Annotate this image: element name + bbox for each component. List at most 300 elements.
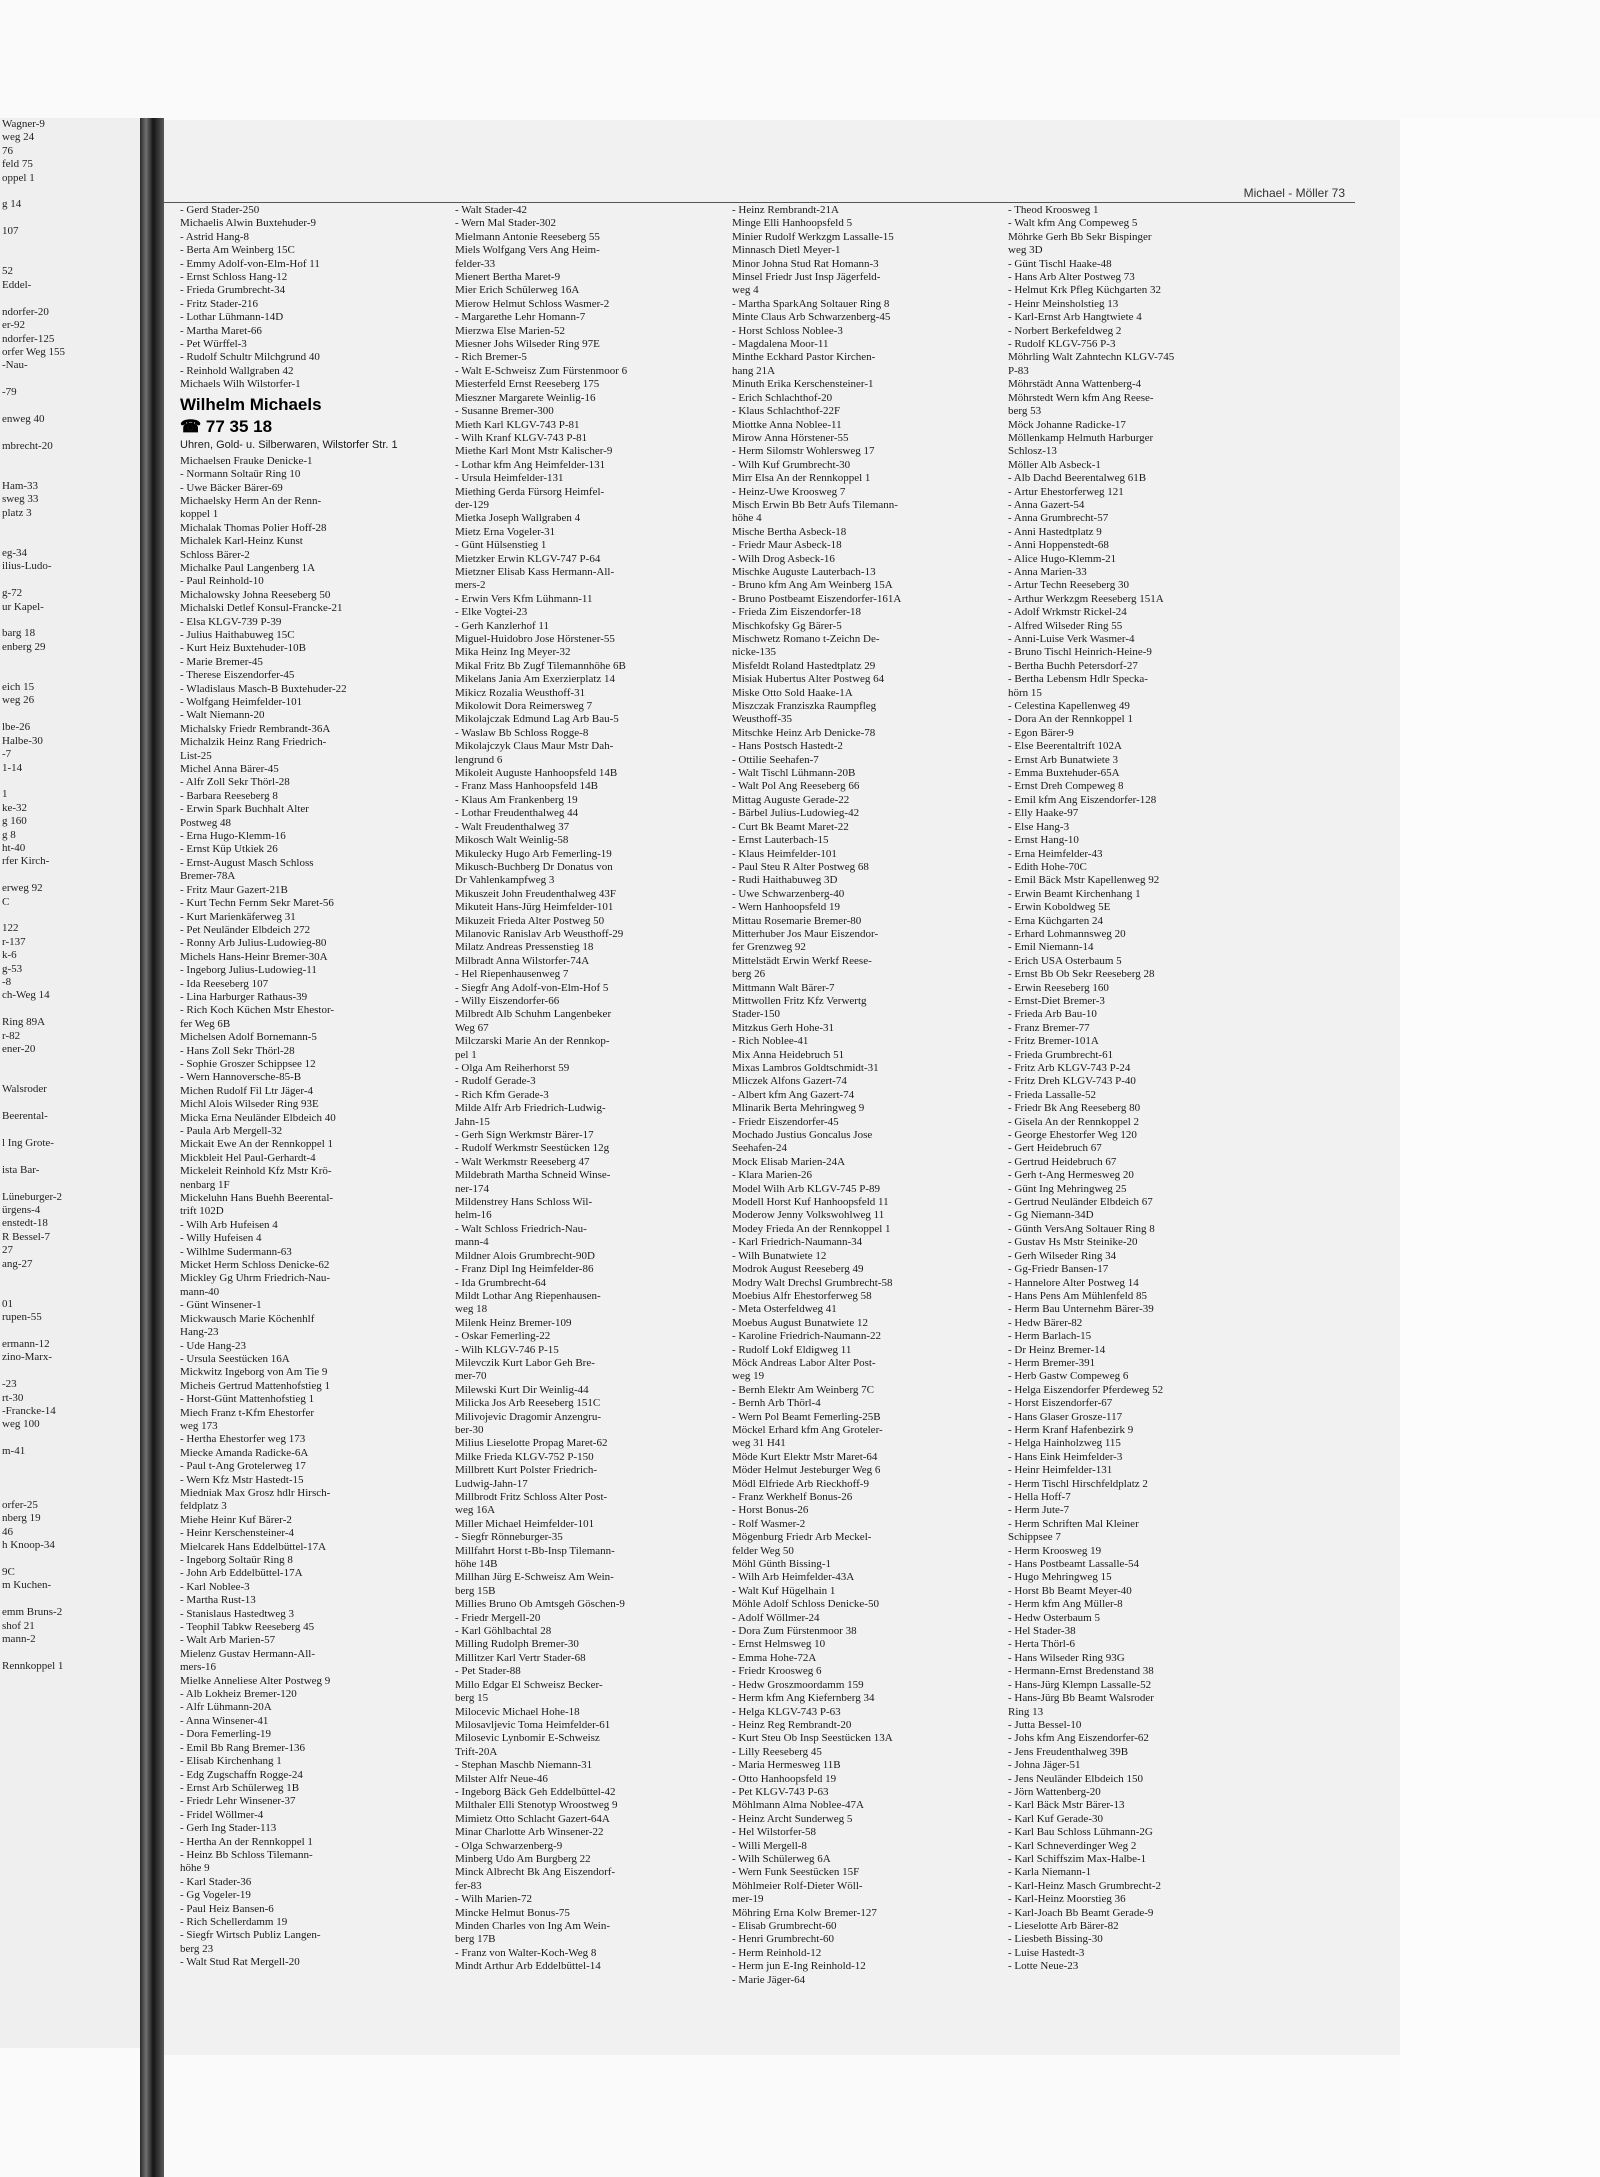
directory-entry: - Horst-Günt Mattenhofstieg 1 [180,1393,315,1406]
directory-entry: - Hans Pens Am Mühlenfeld 85 [1008,1289,1148,1302]
directory-entry: Möhl Günth Bissing-1 [732,1558,832,1571]
directory-entry: - Pet Neuländer Elbdeich 272 [180,923,311,936]
directory-entry: Michalsky Friedr Rembrandt-36A [180,722,331,735]
directory-entry: Mickwausch Marie Köchenhlf [180,1312,315,1325]
directory-entry: - Gg Vogeler-19 [180,1889,251,1902]
directory-entry: Mittau Rosemarie Bremer-80 [732,914,862,927]
directory-entry: Mikolajczyk Claus Maur Mstr Dah- [455,740,614,753]
left-page-text-fragment: barg 18 [2,627,36,640]
directory-entry: Minck Albrecht Bk Ang Eiszendorf- [455,1866,616,1879]
directory-entry: - Emil Bb Rang Bremer-136 [180,1741,306,1754]
directory-entry: - Wladislaus Masch-B Buxtehuder-22 [180,682,347,695]
directory-entry: - Fritz Arb KLGV-743 P-24 [1008,1062,1131,1074]
directory-entry: - Kurt Marienkäferweg 31 [180,910,296,923]
directory-entry: - Hel Wilstorfer-58 [732,1826,817,1839]
directory-entry: - Erwin Spark Buchhalt Alter [180,803,309,816]
left-page-text-fragment: g-53 [2,962,23,975]
directory-entry: Mikuteit Hans-Jürg Heimfelder-101 [455,901,614,914]
directory-entry: Mix Anna Heidebruch 51 [732,1048,845,1061]
left-page-text-fragment: 52 [2,265,13,278]
directory-entry: höhe 14B [455,1558,498,1571]
directory-entry: Milius Lieselotte Propag Maret-62 [455,1437,608,1450]
directory-entry: - Horst Bb Beamt Meyer-40 [1008,1584,1132,1597]
directory-entry: - Artur Ehestorferweg 121 [1008,485,1124,498]
directory-entry: Mikuszeit John Freudenthalweg 43F [455,887,617,900]
directory-entry: mers-16 [180,1661,217,1674]
directory-entry: - Karl Friedrich-Naumann-34 [732,1236,863,1249]
directory-entry: - Franz von Walter-Koch-Weg 8 [455,1946,597,1959]
directory-entry: - Arthur Werkzgm Reeseberg 151A [1008,592,1164,605]
directory-entry: - Wilhlme Sudermann-63 [180,1245,292,1258]
directory-entry: - Ida Reeseberg 107 [180,977,269,990]
left-page-text-fragment: weg 100 [2,1418,40,1431]
directory-entry: - Anni Hoppenstedt-68 [1008,539,1109,552]
directory-entry: - Hel Riepenhausenweg 7 [455,968,569,981]
directory-entry: - Emil Niemann-14 [1008,941,1094,954]
directory-entry: - Wilh Marien-72 [455,1893,532,1906]
left-page-text-fragment: feld 75 [2,158,33,171]
directory-entry: - Karl Bau Schloss Lühmann-2G [1008,1826,1153,1839]
directory-entry: - Ursula Heimfelder-131 [455,472,564,485]
left-page-text-fragment [2,1150,140,1163]
directory-entry: Minden Charles von Ing Am Wein- [455,1920,611,1932]
directory-entry: Seehafen-24 [732,1142,787,1155]
directory-entry: - Ernst Küp Utkiek 26 [180,843,278,856]
directory-entry: berg 53 [1008,405,1042,418]
directory-entry: Schloss Bärer-2 [180,548,250,561]
directory-entry: Mikolowit Dora Reimersweg 7 [455,700,593,713]
directory-entry: Millbrodt Fritz Schloss Alter Post- [455,1491,608,1503]
left-page-text-fragment: 76 [2,144,13,157]
directory-entry: - Karl-Joach Bb Beamt Gerade-9 [1008,1906,1154,1919]
directory-entry: ber-30 [455,1423,484,1436]
directory-entry: - Horst Eiszendorfer-67 [1008,1397,1113,1410]
directory-entry: Mielcarek Hans Eddelbüttel-17A [180,1540,327,1553]
directory-entry: - John Arb Eddelbüttel-17A [180,1567,303,1580]
left-page-text-fragment: emm Bruns-2 [2,1606,63,1619]
directory-entry: - Herm Bremer-391 [1008,1356,1096,1369]
directory-entry: Mietz Erna Vogeler-31 [455,525,556,538]
directory-entry: Mierow Helmut Schloss Wasmer-2 [455,297,610,310]
left-page-text-fragment [2,1472,140,1485]
left-page-text-fragment [2,614,140,627]
directory-entry: - Magdalena Moor-11 [732,338,829,351]
left-page-text-fragment [2,400,140,413]
directory-entry: - Herm kfm Ang Kiefernberg 34 [732,1692,875,1705]
directory-entry: - Fritz Dreh KLGV-743 P-40 [1008,1075,1136,1088]
left-page-text-fragment: lbe-26 [2,721,31,734]
left-page-text-fragment [2,1552,140,1565]
left-page-text-fragment: Walsroder [2,1083,47,1096]
directory-entry: - Karl Schiffszim Max-Halbe-1 [1008,1852,1147,1865]
directory-entry: Miels Wolfgang Vers Ang Heim- [455,244,600,257]
directory-entry: - Ernst Hang-10 [1008,834,1079,847]
directory-entry: weg 19 [732,1370,765,1383]
directory-entry: Weg 67 [455,1021,489,1034]
directory-entry: - Frieda Grumbrecht-61 [1008,1048,1114,1061]
directory-entry: Minor Johna Stud Rat Homann-3 [732,257,879,270]
directory-entry: Möck Johanne Radicke-17 [1008,418,1126,431]
directory-entry: Milling Rudolph Bremer-30 [455,1638,579,1651]
directory-entry: - Normann Soltaür Ring 10 [180,468,301,481]
directory-entry: Mödl Elfriede Arb Rieckhoff-9 [732,1477,869,1490]
directory-entry: - Paul t-Ang Grotelerweg 17 [180,1460,306,1473]
directory-entry: hang 21A [732,364,776,377]
directory-entry: Möhrling Walt Zahntechn KLGV-745 [1008,351,1175,364]
directory-entry: - Alfr Zoll Sekr Thörl-28 [180,776,290,789]
directory-entry: - Hans-Jürg Klempn Lassalle-52 [1008,1678,1152,1691]
left-page-text-fragment: 1-14 [2,761,23,774]
directory-entry: - Gerd Stader-250 [180,204,260,216]
left-page-text-fragment: platz 3 [2,506,32,519]
left-page-text-fragment [2,1593,140,1606]
directory-entry: fer Grenzweg 92 [732,941,806,954]
directory-entry: - Friedr Bk Ang Reeseberg 80 [1008,1102,1141,1115]
left-page-text-fragment [2,1056,140,1069]
directory-entry: berg 15B [455,1584,496,1597]
directory-entry: der-129 [455,498,489,511]
directory-entry: - Herm jun E-Ing Reinhold-12 [732,1960,866,1973]
directory-entry: Mildt Lothar Ang Riepenhausen- [455,1289,601,1302]
directory-entry: Möller Alb Asbeck-1 [1008,458,1101,471]
directory-entry: - Lothar Lühmann-14D [180,311,284,324]
directory-entry: - Dora An der Rennkoppel 1 [1008,713,1133,726]
directory-entry: - Karl-Heinz Masch Grumbrecht-2 [1008,1879,1162,1892]
left-page-text-fragment: -23 [2,1378,17,1391]
left-page-text-fragment: -79 [2,386,17,399]
directory-entry: - Wilh KLGV-746 P-15 [455,1343,559,1356]
directory-entry: Bremer-78A [180,870,236,883]
directory-entry: - Hermann-Ernst Bredenstand 38 [1008,1665,1154,1678]
directory-entry: Mitterhuber Jos Maur Eiszendor- [732,927,879,940]
directory-entry: - Willy Hufeisen 4 [180,1232,262,1245]
directory-entry: weg 3D [1008,244,1043,257]
directory-entry: - Rudolf Gerade-3 [455,1075,536,1088]
directory-entry: - Herm Kroosweg 19 [1008,1544,1102,1557]
directory-entry: Milivojevic Dragomir Anzengru- [455,1410,602,1423]
directory-entry: P-83 [1008,364,1029,377]
left-page-text-fragment: m Kuchen- [2,1579,52,1592]
left-page-text-fragment [2,426,140,439]
directory-entry: - Else Beerentaltrift 102A [1008,740,1122,753]
left-page-text-fragment: ht-40 [2,841,26,854]
directory-entry: - Artur Techn Reeseberg 30 [1008,579,1130,592]
directory-entry: - Oskar Femerling-22 [455,1330,551,1343]
directory-entry: - Lieselotte Arb Bärer-82 [1008,1920,1119,1932]
directory-entry: Millbrett Kurt Polster Friedrich- [455,1464,598,1477]
directory-entry: mer-70 [455,1370,487,1383]
directory-entry: - Hel Stader-38 [1008,1625,1076,1638]
directory-entry: Moebus August Bunatwiete 12 [732,1316,868,1329]
directory-entry: - Susanne Bremer-300 [455,405,554,418]
directory-entry: - Julius Haithabuweg 15C [180,628,295,641]
directory-entry: - Karl Noblee-3 [180,1580,250,1593]
directory-entry: Mickley Gg Uhrm Friedrich-Nau- [180,1272,330,1285]
left-page-text-fragment [2,212,140,225]
directory-entry: - Rich Noblee-41 [732,1035,809,1048]
directory-entry: mann-4 [455,1236,489,1249]
directory-entry: - Egon Bärer-9 [1008,726,1074,739]
left-page-text-fragment [2,1271,140,1284]
directory-entry: - Friedr Mergell-20 [455,1611,541,1624]
directory-entry: - Barbara Reeseberg 8 [180,789,278,802]
directory-entry: - Sophie Groszer Schippsee 12 [180,1057,316,1070]
directory-entry: - Anni Hastedtplatz 9 [1008,525,1102,538]
directory-entry: - Siegfr Wirtsch Publiz Langen- [180,1929,321,1942]
directory-entry: - Klaus Heimfelder-101 [732,847,837,860]
directory-entry: hörn 15 [1008,686,1042,699]
directory-entry: - Norbert Berkefeldweg 2 [1008,324,1122,337]
directory-entry: Michalak Thomas Polier Hoff-28 [180,521,327,534]
left-page-text-fragment [2,574,140,587]
directory-entry: Mlinarik Berta Mehringweg 9 [732,1102,865,1115]
directory-entry: Milocevic Michael Hohe-18 [455,1705,580,1718]
directory-entry: Millo Edgar El Schweisz Becker- [455,1678,603,1691]
directory-entry: - Herm Jute-7 [1008,1504,1070,1517]
left-page-text-fragment: eg-34 [2,547,28,559]
left-page-text-fragment: 27 [2,1244,13,1257]
directory-entry: - Helga Hainholzweg 115 [1008,1437,1121,1450]
directory-entry: Mirr Elsa An der Rennkoppel 1 [732,472,871,485]
directory-entry: Postweg 48 [180,816,232,829]
directory-entry: Mickbleit Hel Paul-Gerhardt-4 [180,1151,316,1164]
directory-entry: Milbradt Anna Wilstorfer-74A [455,954,590,967]
directory-entry: - Emma Hohe-72A [732,1651,817,1664]
directory-entry: - Fritz Maur Gazert-21B [180,883,288,896]
left-page-text-fragment: sweg 33 [2,493,39,506]
directory-entry: - Gg-Friedr Bansen-17 [1008,1263,1109,1276]
left-page-text-fragment [2,1097,140,1110]
directory-entry: Möhrstedt Wern kfm Ang Reese- [1008,391,1154,404]
left-page-text-fragment: rupen-55 [2,1311,42,1324]
directory-entry: Michaels Wilh Wilstorfer-1 [180,378,301,391]
directory-entry: Miguel-Huidobro Jose Hörstener-55 [455,633,615,645]
directory-entry: Mikulecky Hugo Arb Femerling-19 [455,847,612,860]
directory-entry: Minthe Eckhard Pastor Kirchen- [732,351,876,364]
left-page-text-fragment: enstedt-18 [2,1217,48,1230]
directory-entry: - Walt Kuf Hügelhain 1 [732,1584,836,1597]
directory-entry: - Herm Kranf Hafenbezirk 9 [1008,1423,1134,1436]
directory-entry: - Friedr Eiszendorfer-45 [732,1115,839,1128]
directory-entry: Milanovic Ranislav Arb Weusthoff-29 [455,927,624,940]
directory-entry: Michaelsen Frauke Denicke-1 [180,454,313,467]
directory-entry: Milewski Kurt Dir Weinlig-44 [455,1383,589,1396]
directory-entry: - Pet Stader-88 [455,1665,521,1678]
directory-entry: - Heinz-Uwe Kroosweg 7 [732,485,846,498]
directory-entry: - Dora Zum Fürstenmoor 38 [732,1625,857,1638]
left-page-text-fragment: Rennkoppel 1 [2,1659,64,1672]
directory-entry: Michels Hans-Heinr Bremer-30A [180,950,328,963]
directory-entry: - Gustav Hs Mstr Steinike-20 [1008,1236,1138,1249]
left-page-text-fragment: Ring 89A [2,1016,46,1029]
directory-entry: - Günth VersAng Soltauer Ring 8 [1008,1222,1155,1235]
directory-entry: - Teophil Tabkw Reeseberg 45 [180,1621,315,1634]
directory-entry: - Hans Wilseder Ring 93G [1008,1651,1125,1664]
directory-entry: - Walt Stader-42 [455,204,528,216]
directory-entry: Minte Claus Arb Schwarzenberg-45 [732,311,891,324]
directory-entry: Mixas Lambros Goldtschmidt-31 [732,1062,879,1074]
directory-entry: - Anna Gazert-54 [1008,498,1085,511]
column-1 [180,204,450,1970]
directory-entry: Minsel Friedr Just Insp Jägerfeld- [732,271,881,284]
left-page-text-fragment: rfer Kirch- [2,855,50,868]
directory-entry: Milczarski Marie An der Rennkop- [455,1035,610,1048]
directory-entry: - Hans Arb Alter Postweg 73 [1008,271,1135,284]
directory-entry: Mielke Anneliese Alter Postweg 9 [180,1674,331,1687]
directory-entry: - Wern Hanhoopsfeld 19 [732,901,840,914]
directory-entry: - Bruno kfm Ang Am Weinberg 15A [732,579,893,592]
directory-entry: - Ingeborg Soltaür Ring 8 [180,1554,293,1566]
directory-entry: - Theod Kroosweg 1 [1008,204,1099,216]
directory-entry: - Rudi Haithabuweg 3D [732,874,838,887]
directory-entry: - Bertha Lebensm Hdlr Specka- [1008,673,1148,686]
directory-entry: - Helga KLGV-743 P-63 [732,1705,841,1718]
directory-entry: - Herm kfm Ang Müller-8 [1008,1598,1123,1611]
left-page-text-fragment: 1 [2,788,8,801]
directory-entry: - Karl-Heinz Moorstieg 36 [1008,1893,1126,1906]
directory-entry: - Hans Eink Heimfelder-3 [1008,1450,1123,1463]
directory-entry: - Willy Eiszendorfer-66 [455,994,560,1007]
directory-entry: - Albert kfm Ang Gazert-74 [732,1088,855,1101]
left-page-text-fragment: ang-27 [2,1257,33,1270]
directory-entry: - Alfr Lühmann-20A [180,1701,272,1714]
directory-entry: Miske Otto Sold Haake-1A [732,686,853,699]
left-page-text-fragment: ndorfer-20 [2,305,49,318]
directory-entry: Mietka Joseph Wallgraben 4 [455,512,581,525]
directory-entry: - Elisab Grumbrecht-60 [732,1920,837,1932]
left-page-text-fragment: ermann-12 [2,1337,50,1350]
left-page-text-fragment: r-82 [2,1029,21,1042]
directory-entry: Mielenz Gustav Hermann-All- [180,1647,316,1660]
directory-entry: - Franz Dipl Ing Heimfelder-86 [455,1263,594,1276]
directory-entry: - Wern Mal Stader-302 [455,217,557,230]
directory-entry: - Ingeborg Julius-Ludowieg-11 [180,964,317,977]
directory-entry: berg 15 [455,1692,489,1705]
directory-entry: - Luise Hastedt-3 [1008,1946,1085,1959]
directory-entry: - Gg Niemann-34D [1008,1209,1094,1222]
directory-entry: - Ingeborg Bäck Geh Eddelbüttel-42 [455,1785,616,1798]
left-page-text-fragment: erweg 92 [2,882,43,895]
left-page-text-fragment: ürgens-4 [2,1203,41,1216]
directory-entry: - Erna Hugo-Klemm-16 [180,830,286,843]
directory-entry: Miottke Anna Noblee-11 [732,418,842,431]
directory-entry: - Walt Niemann-20 [180,709,265,722]
directory-entry: Mickait Ewe An der Rennkoppel 1 [180,1138,334,1151]
directory-entry: - Willi Mergell-8 [732,1839,807,1852]
directory-entry: mers-2 [455,579,486,592]
directory-entry: - Günt Tischl Haake-48 [1008,257,1112,270]
directory-entry: Mittelstädt Erwin Werkf Reese- [732,954,872,967]
directory-entry: Schlosz-13 [1008,445,1057,458]
directory-entry: - Elisab Kirchenhang 1 [180,1755,282,1768]
directory-entry: - Klaus Am Frankenberg 19 [455,793,578,806]
directory-entry: - Franz Werkhelf Bonus-26 [732,1491,853,1503]
directory-entry: Mildner Alois Grumbrecht-90D [455,1249,595,1262]
left-page-text-fragment [2,467,140,480]
directory-entry: Minnasch Dietl Meyer-1 [732,244,841,257]
left-page-text-fragment: mbrecht-20 [2,439,53,452]
directory-entry: Modey Frieda An der Rennkoppel 1 [732,1222,891,1235]
directory-entry: Mimietz Otto Schlacht Gazert-64A [455,1812,610,1825]
left-page-text-fragment: -7 [2,748,12,761]
directory-entry: - Ernst Helmsweg 10 [732,1638,826,1651]
directory-entry: - Berta Am Weinberg 15C [180,244,295,257]
left-page-text-fragment: mann-2 [2,1632,36,1645]
left-page-text-fragment [2,708,140,721]
directory-entry: - Walt Werkmstr Reeseberg 47 [455,1155,590,1168]
directory-entry: Mietzner Elisab Kass Hermann-All- [455,565,615,578]
directory-entry: Dr Vahlenkampfweg 3 [455,874,555,887]
directory-entry: - Karl-Ernst Arb Hangtwiete 4 [1008,311,1142,324]
directory-entry: - Erwin Beamt Kirchenhang 1 [1008,887,1141,900]
directory-entry: Michalek Karl-Heinz Kunst [180,535,303,548]
directory-entry: Micka Erna Neuländer Elbdeich 40 [180,1111,336,1124]
directory-entry: - Rich Kfm Gerade-3 [455,1088,549,1101]
left-page-text-fragment: -8 [2,976,12,988]
directory-entry: - Hugo Mehringweg 15 [1008,1571,1112,1584]
left-page-text-fragment [2,239,140,252]
left-page-text-fragment [2,520,140,533]
directory-entry: Mickwitz Ingeborg von Am Tie 9 [180,1366,328,1379]
directory-entry: Milatz Andreas Pressenstieg 18 [455,941,594,954]
directory-entry: - Else Hang-3 [1008,820,1070,833]
directory-entry: Mielmann Antonie Reeseberg 55 [455,230,600,243]
left-page-text-fragment: g-72 [2,587,23,600]
directory-entry: - Wern Pol Beamt Femerling-25B [732,1410,881,1423]
directory-entry: - Erich USA Osterbaum 5 [1008,954,1122,967]
left-page-text-fragment [2,909,140,922]
directory-entry: - Herta Thörl-6 [1008,1638,1075,1651]
left-page-text-fragment: rt-30 [2,1391,24,1404]
directory-entry: - Wilh Bunatwiete 12 [732,1249,827,1262]
directory-entry: - Hans-Jürg Bb Beamt Walsroder [1008,1692,1154,1705]
directory-entry: - Olga Am Reiherhorst 59 [455,1062,570,1074]
directory-entry: - Lothar kfm Ang Heimfelder-131 [455,458,606,471]
directory-entry: - Gerh Ing Stader-113 [180,1822,277,1835]
directory-entry: - Siegfr Ang Adolf-von-Elm-Hof 5 [455,981,609,994]
directory-entry: Stader-150 [732,1008,781,1021]
directory-entry: fer-83 [455,1879,482,1892]
directory-entry: - Walt Pol Ang Reeseberg 66 [732,780,860,793]
directory-entry: nenbarg 1F [180,1178,230,1191]
directory-entry: Möllenkamp Helmuth Harburger [1008,431,1154,444]
directory-entry: - Lothar Freudenthalweg 44 [455,807,579,820]
directory-entry: - Henri Grumbrecht-60 [732,1933,835,1946]
directory-entry: - Uwe Schwarzenberg-40 [732,887,845,900]
directory-entry: - Gert Heidebruch 67 [1008,1142,1102,1155]
directory-entry: Mliczek Alfons Gazert-74 [732,1075,847,1088]
right-margin [1400,118,1600,2177]
left-page-text-fragment: ista Bar- [2,1163,40,1176]
directory-entry: - Ernst Arb Bunatwiete 3 [1008,753,1118,766]
directory-entry: - Gerh Kanzlerhof 11 [455,619,549,632]
directory-entry: - Kurt Techn Fernm Sekr Maret-56 [180,897,334,910]
directory-entry: - Ernst Lauterbach-15 [732,834,829,847]
left-page-text-fragment: weg 24 [2,131,35,144]
directory-entry: - Erwin Vers Kfm Lühmann-11 [455,592,593,605]
directory-entry: - Wern Funk Seestücken 15F [732,1866,860,1879]
directory-entry: - Klara Marien-26 [732,1169,813,1182]
left-page-text-fragment: ener-20 [2,1043,36,1056]
left-page-text-fragment [2,1432,140,1445]
directory-entry: - Erwin Koboldweg 5E [1008,901,1111,914]
directory-entry: - Stephan Maschb Niemann-31 [455,1759,593,1772]
left-page-text-fragment [2,534,140,547]
directory-entry: - Anni-Luise Verk Wasmer-4 [1008,633,1135,645]
directory-entry: - Anna Marien-33 [1008,565,1087,578]
directory-entry: - Lina Harburger Rathaus-39 [180,990,308,1003]
directory-entry: Möhlmeier Rolf-Dieter Wöll- [732,1879,863,1892]
